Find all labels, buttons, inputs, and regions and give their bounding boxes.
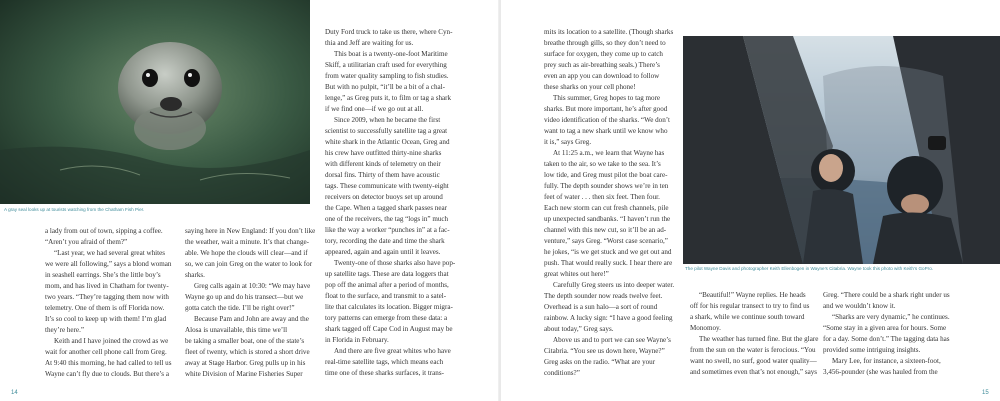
text-line: like the way a worker “punches in” at a fac- (325, 226, 450, 234)
text-line: want to tag a new shark until we know who (544, 127, 668, 135)
text-line: lenge,” as Greg puts it, to film or tag a shark (325, 94, 452, 102)
text-line: Carefully Greg steers us into deeper water. (553, 281, 675, 289)
text-line: conditions?” (544, 369, 580, 377)
text-line: from water quality sampling to fish studies. (325, 72, 449, 80)
text-line: so, we can join Greg on the water to look for (185, 260, 313, 268)
text-line: Monomoy. (690, 324, 721, 332)
text-line: the Cape. When a tagged shark passes near (325, 204, 447, 212)
text-line: It’s so cool to keep up with them! I’m glad (45, 315, 167, 323)
seal-photo-caption: A gray seal looks up at tourists watching from the Chatham Fish Pier. (4, 207, 145, 212)
text-line: This summer, Greg hopes to tag more (553, 94, 661, 102)
text-line: “Sharks are very dynamic,” he continues. (832, 313, 950, 321)
text-line: Since 2009, when he became the first (334, 116, 441, 124)
text-line: surface for oxygen, they come up to catch (544, 50, 663, 58)
text-column-3 (325, 27, 490, 379)
gray-seal-photo-art (0, 0, 310, 204)
text-line: Greg asks on the radio. “What are your (544, 358, 656, 366)
text-line: they’re here.” (45, 326, 84, 334)
text-line: a shark, while we continue south toward (690, 313, 805, 321)
text-line: “Aren’t you afraid of them?” (45, 238, 128, 246)
text-line: Each new storm can cut fresh channels, pile (544, 204, 669, 212)
text-line: The weather has turned fine. But the glare (699, 335, 819, 343)
cockpit-photo-art (683, 36, 1000, 264)
text-line: fleet of twenty, which is stored a short drive (185, 348, 310, 356)
text-line: be taking a smaller boat, one of the state’s (185, 337, 305, 345)
text-line: tory, recording the date and time the shark (325, 237, 445, 245)
text-line: prey such as air-breathing seals.) There’s (544, 61, 660, 69)
text-column-2 (185, 226, 315, 380)
text-line: these sharks on your cell phone! (544, 83, 636, 91)
text-line: saying here in New England: If you don’t like (185, 227, 316, 235)
text-line: wait for another cell phone call from Greg. (45, 348, 167, 356)
text-line: up satellite tags. These are data loggers that (325, 270, 449, 278)
text-line: about today,” Greg says. (544, 325, 614, 333)
text-line: thia and Jeff are waiting for us. (325, 39, 414, 47)
text-line: in Florida in February. (325, 336, 389, 344)
text-line: Greg calls again at 10:30: “We may have (194, 282, 311, 290)
text-line: Greg. “There could be a shark right under us (823, 291, 950, 299)
text-line: off for his regular transect to try to find us (690, 302, 810, 310)
text-line: channel with this new cut, so it’ll be an ad- (544, 226, 667, 234)
text-line: breathe through gills, so they don’t need to (544, 39, 666, 47)
page-number-right: 15 (982, 390, 989, 396)
text-line: feet of water . . . then six feet. Then four. (544, 193, 660, 201)
text-column-5 (690, 290, 819, 378)
text-column-6 (823, 290, 963, 378)
text-line: Keith and I have joined the crowd as we (54, 337, 169, 345)
text-line: appeared, again and again until it leaves. (325, 248, 441, 256)
text-line: up unexpected sandbanks. “I haven’t run the (544, 215, 671, 223)
text-line: even an app you can download to follow (544, 72, 660, 80)
text-line: Duty Ford truck to take us there, where Cyn- (325, 28, 453, 36)
text-line: away at Stage Harbor. Greg pulls up in his (185, 359, 306, 367)
text-line: Mary Lee, for instance, a sixteen-foot, (832, 357, 941, 365)
text-line: if we find one—if we go out at all. (325, 105, 424, 113)
text-line: able. We hope the clouds will clear—and if (185, 249, 308, 257)
text-line: with different kinds of telemetry on their (325, 160, 441, 168)
text-line: lite that calculates its location. Bigger migra- (325, 303, 453, 311)
text-line: 3,456-pounder (she was hauled from the (823, 368, 938, 376)
text-line: the weather, wait a minute. It’s that change- (185, 238, 310, 246)
text-line: sharks. But more important, he’s after good (544, 105, 668, 113)
text-line: sharks. (185, 271, 205, 279)
text-line: taken to the air, so we take to the sea. It’s (544, 160, 661, 168)
text-line: white shark in the Atlantic Ocean, Greg and (325, 138, 450, 146)
text-line: white Division of Marine Fisheries Super (185, 370, 303, 378)
text-line: and sometimes even that’s not enough,” says (690, 368, 818, 376)
text-line: shark tagged off Cape Cod in August may be (325, 325, 453, 333)
text-line: receivers on detector buoys set up around (325, 193, 443, 201)
text-line: for a day. Some don’t.” The tagging data has (823, 335, 950, 343)
text-line: from the sun on the water is ferocious. “You (690, 346, 816, 354)
text-line: The depth sounder now reads twelve feet. (544, 292, 663, 300)
text-line: “Last year, we had several great whites (54, 249, 165, 257)
text-line: great whites out here!” (544, 270, 609, 278)
text-line: tory patterns can emerge from these data: a (325, 314, 448, 322)
text-line: Above us and to port we can see Wayne’s (553, 336, 671, 344)
text-line: video identification of the sharks. “We don’t (544, 116, 670, 124)
text-line: we were all following,” says a blond woman (45, 260, 172, 268)
text-line: “Beautiful!” Wayne replies. He heads (699, 291, 806, 299)
text-line: mits its location to a satellite. (Though sharks (544, 28, 674, 36)
text-line: and we wouldn’t know it. (823, 302, 896, 310)
text-line: rainbow. A lucky sign: “I have a good feeling (544, 314, 673, 322)
text-line: At 9:40 this morning, he had called to tell us (45, 359, 172, 367)
left-page (0, 0, 499, 401)
text-line: venture,” says Greg. “Worst case scenario,” (544, 237, 668, 245)
text-line: push. That would really suck. I hear there are (544, 259, 673, 267)
text-line: “Some stay in a given area for hours. Some (823, 324, 947, 332)
text-line: Wayne go up and do his transect—but we (185, 293, 304, 301)
text-line: Overhead is a sun halo—a sort of round (544, 303, 658, 311)
cockpit-photo (683, 36, 1000, 264)
text-line: gotta catch the tide. I’ll be right over!” (185, 304, 295, 312)
text-line: telemetry. One of them is off Florida now. (45, 304, 165, 312)
text-line: Wayne can’t fly due to clouds. But there’s a (45, 370, 169, 378)
cockpit-photo-caption: The pilot Wayne Davis and photographer Keith Ellenbogen in Wayne’s Citabria. Wayne took this photo with Keith’s GoPro. (685, 266, 934, 271)
text-line: mom, and has lived in Chatham for twenty- (45, 282, 169, 290)
right-page (501, 0, 1000, 401)
text-line: Skiff, a utilitarian craft used for everything (325, 61, 447, 69)
text-line: provided some intriguing insights. (823, 346, 921, 354)
text-line: time one of these sharks surfaces, it trans- (325, 369, 444, 377)
text-line: tags. These communicate with twenty-eight (325, 182, 449, 190)
text-line: low tide, and Greg must pilot the boat care- (544, 171, 668, 179)
text-line: And there are five great whites who have (334, 347, 451, 355)
page-number-left: 14 (11, 390, 18, 396)
text-line: two years. “They’re tagging them now with (45, 293, 169, 301)
text-line: pop off the animal after a period of months, (325, 281, 449, 289)
text-line: a lady from out of town, sipping a coffee. (45, 227, 163, 235)
text-line: he jokes, “is we get stuck and we get out and (544, 248, 672, 256)
text-line: But with no pulpit, “it’ll be a bit of a chal- (325, 83, 445, 91)
text-line: Twenty-one of those sharks also have pop- (334, 259, 456, 267)
text-line: scientist to successfully satellite tag a great (325, 127, 448, 135)
text-line: dorsal fins. Thirty of them have acoustic (325, 171, 440, 179)
text-line: it is,” says Greg. (544, 138, 592, 146)
text-line: in seashell earrings. She’s the little boy’s (45, 271, 161, 279)
text-line: Because Pam and John are away and the (194, 315, 309, 323)
text-line: want no swell, no surf, good water quality— (690, 357, 817, 365)
text-column-1 (45, 226, 175, 380)
text-line: fully. The depth sounder shows we’re in ten (544, 182, 669, 190)
text-line: Alosa is unavailable, this time we’ll (185, 326, 288, 334)
text-line: his crew have outfitted thirty-nine sharks (325, 149, 442, 157)
text-line: Citabria. “You see us down here, Wayne?” (544, 347, 665, 355)
text-line: real-time satellite tags, which means each (325, 358, 444, 366)
text-line: one of the receivers, the tag “logs in” much (325, 215, 449, 223)
text-line: At 11:25 a.m., we learn that Wayne has (553, 149, 665, 157)
gray-seal-photo (0, 0, 310, 204)
text-line: This boat is a twenty-one-foot Maritime (334, 50, 448, 58)
text-line: float to the surface, and transmit to a satel- (325, 292, 447, 300)
